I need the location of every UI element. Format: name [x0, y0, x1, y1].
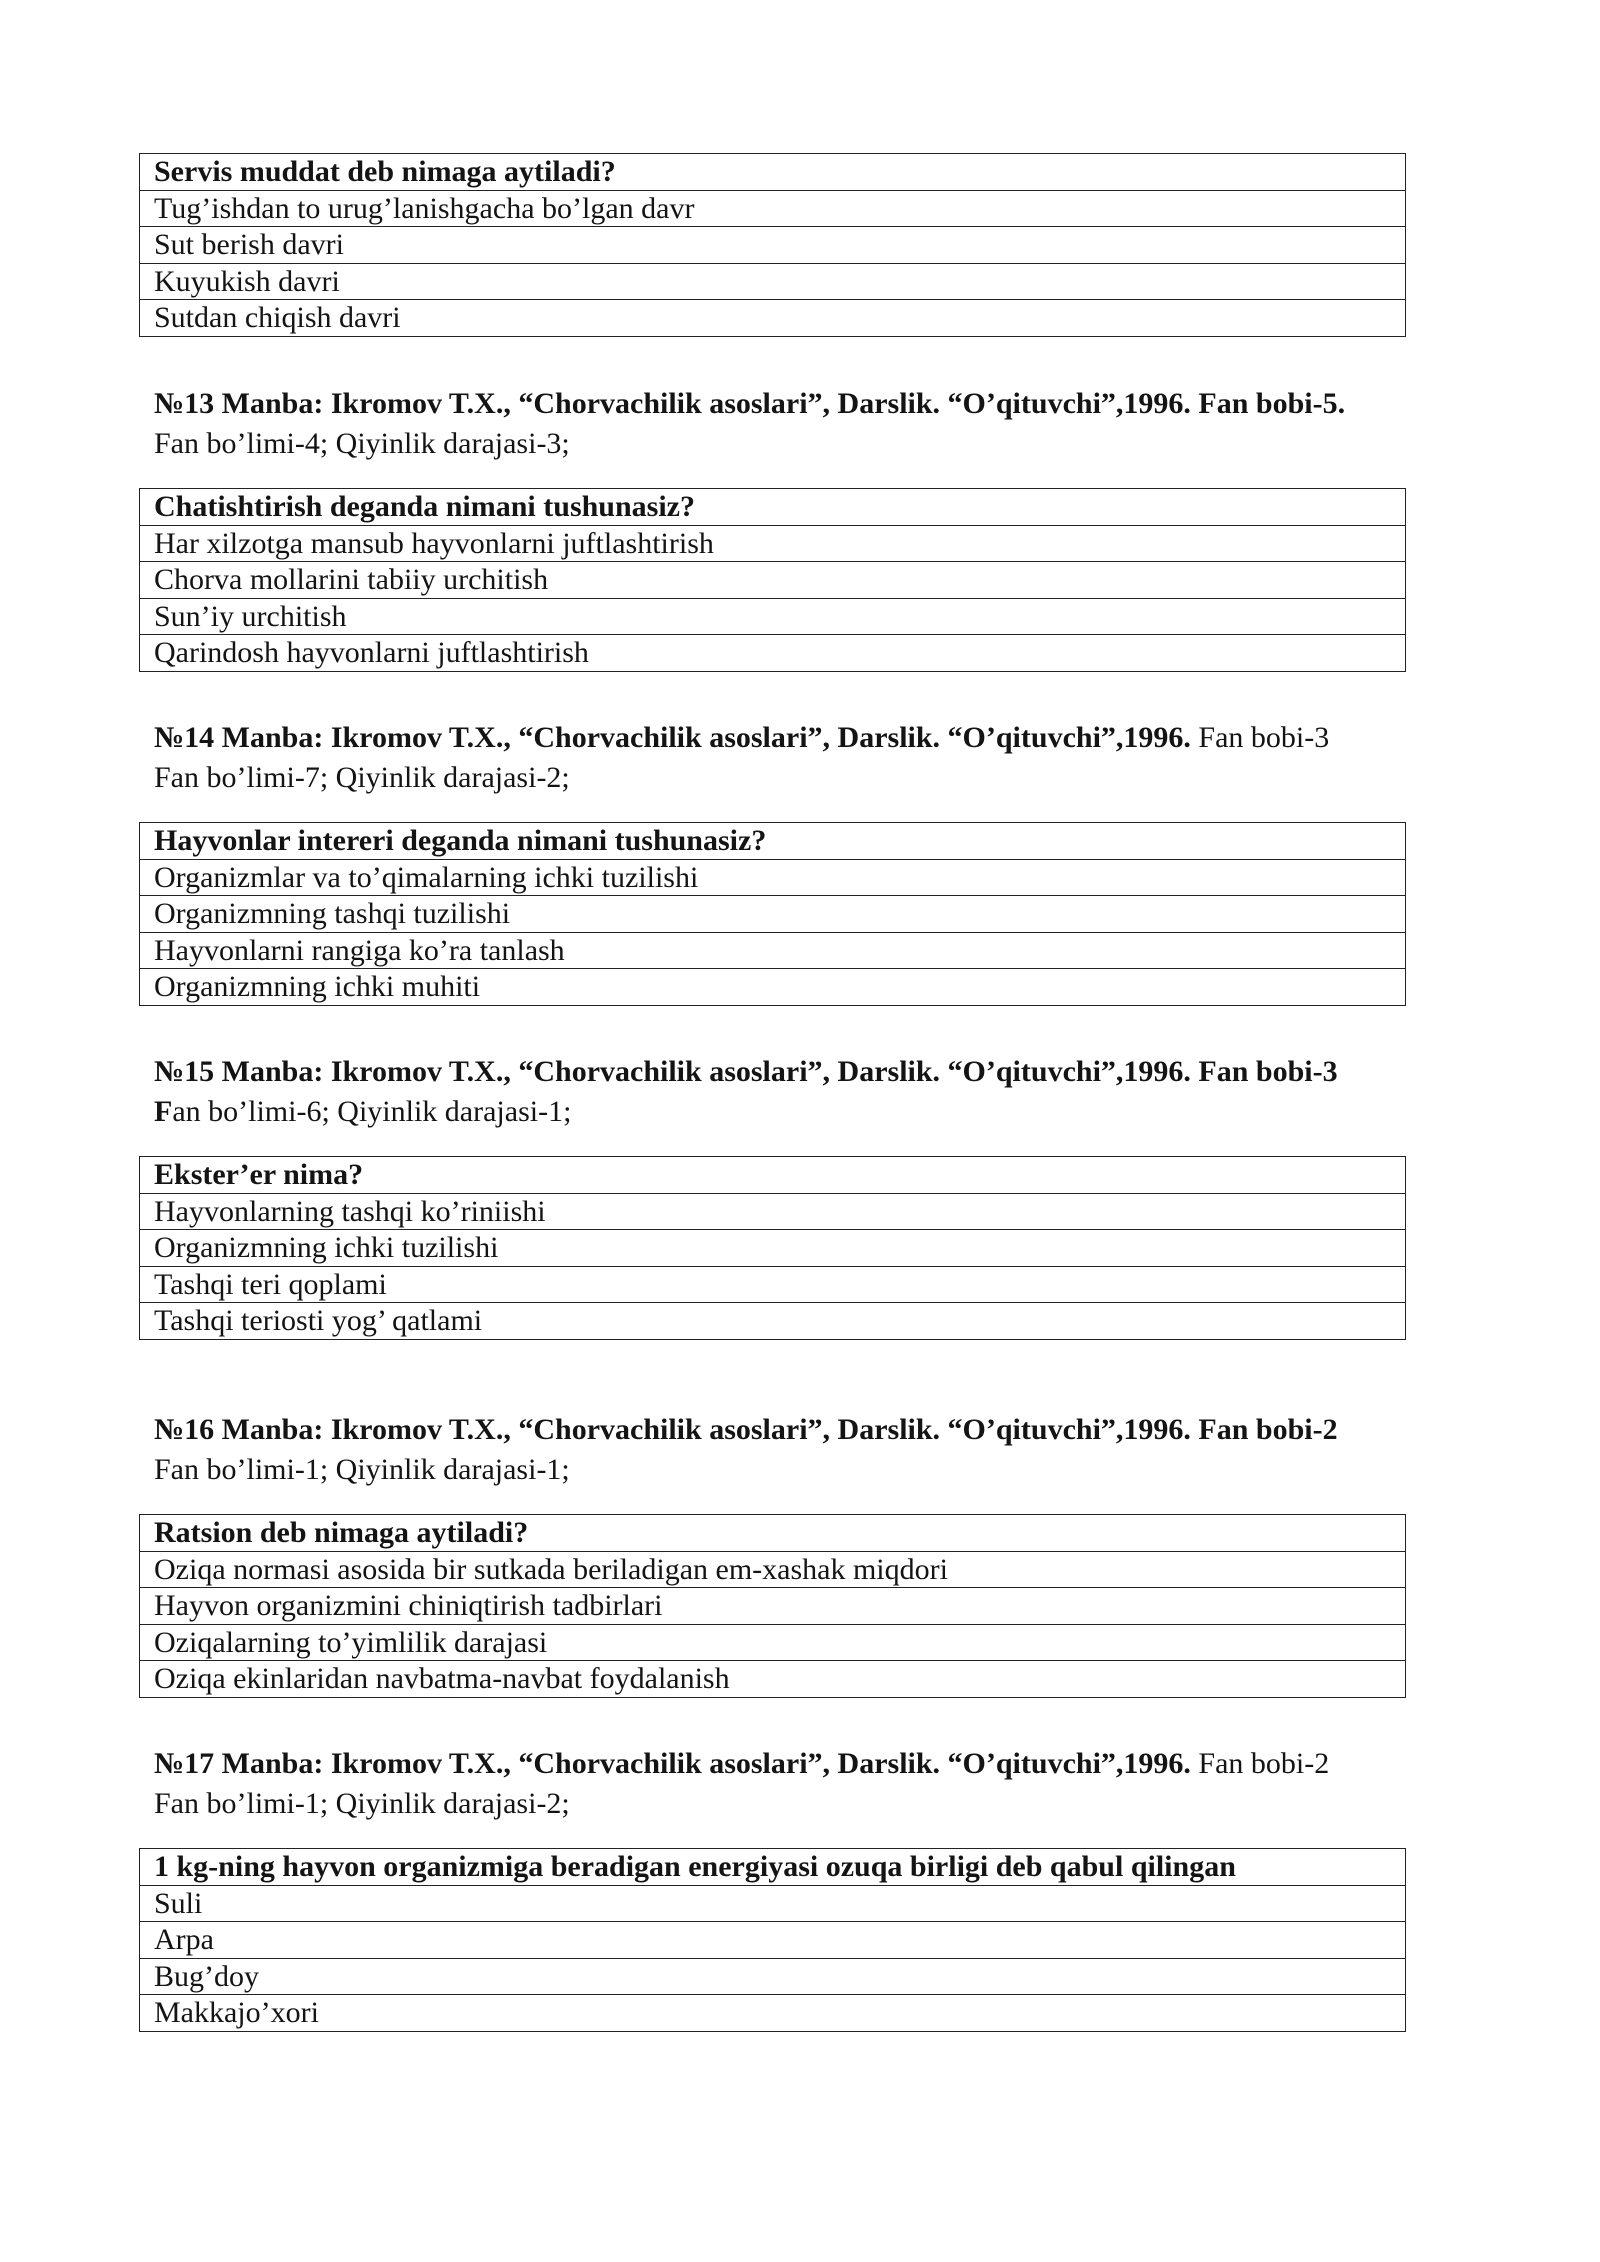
- source-header: [154, 1052, 1554, 1132]
- source-line-1: [154, 384, 1554, 424]
- question-table: [139, 1848, 1406, 2032]
- answer-option: Har xilzotga mansub hayvonlarni juftlashtirish: [140, 525, 1406, 562]
- source-bold-text: №17 Manba: Ikromov T.X., “Chorvachilik asoslari”, Darslik. “O’qituvchi”,1996.: [154, 1747, 1191, 1780]
- source-line-2-text: Fan bo’limi-1; Qiyinlik darajasi-1;: [154, 1453, 570, 1486]
- answer-option: Hayvonlarni rangiga ko’ra tanlash: [140, 932, 1406, 969]
- answer-option: Oziqa ekinlaridan navbatma-navbat foydalanish: [140, 1661, 1406, 1698]
- question-text: Ratsion deb nimaga aytiladi?: [140, 1515, 1406, 1552]
- answer-option: Chorva mollarini tabiiy urchitish: [140, 562, 1406, 599]
- question-text: Servis muddat deb nimaga aytiladi?: [140, 154, 1406, 191]
- answer-option: Tashqi teri qoplami: [140, 1266, 1406, 1303]
- answer-option: Hayvon organizmini chiniqtirish tadbirlari: [140, 1588, 1406, 1625]
- question-table: [139, 1156, 1406, 1340]
- question-table: [139, 153, 1406, 337]
- answer-option: Oziqa normasi asosida bir sutkada beriladigan em-xashak miqdori: [140, 1551, 1406, 1588]
- question-table: [139, 822, 1406, 1006]
- answer-option: Kuyukish davri: [140, 263, 1406, 300]
- question-table: [139, 488, 1406, 672]
- source-line-2: [154, 1784, 1554, 1824]
- source-line-1: [154, 1744, 1554, 1784]
- source-header: [154, 1744, 1554, 1824]
- source-plain-text: Fan bobi-3: [1190, 721, 1330, 754]
- source-plain-text: Fan bobi-2: [1190, 1747, 1330, 1780]
- source-line-2: [154, 1092, 1554, 1132]
- answer-option: Organizmlar va to’qimalarning ichki tuzilishi: [140, 859, 1406, 896]
- source-line-2-bold: F: [154, 1095, 173, 1128]
- answer-option: Sun’iy urchitish: [140, 598, 1406, 635]
- answer-option: Sutdan chiqish davri: [140, 300, 1406, 337]
- answer-option: Bug’doy: [140, 1958, 1406, 1995]
- answer-option: Qarindosh hayvonlarni juftlashtirish: [140, 635, 1406, 672]
- source-line-1: [154, 718, 1554, 758]
- source-bold-text: №16 Manba: Ikromov T.X., “Chorvachilik asoslari”, Darslik. “O’qituvchi”,1996. Fan bobi-2: [154, 1413, 1338, 1446]
- source-line-2-text: Fan bo’limi-1; Qiyinlik darajasi-2;: [154, 1787, 570, 1820]
- question-text: 1 kg-ning hayvon organizmiga beradigan energiyasi ozuqa birligi deb qabul qilingan: [140, 1849, 1406, 1886]
- source-line-1: [154, 1052, 1554, 1092]
- answer-option: Oziqalarning to’yimlilik darajasi: [140, 1624, 1406, 1661]
- question-text: Ekster’er nima?: [140, 1157, 1406, 1194]
- source-line-2: [154, 758, 1554, 798]
- source-bold-text: №13 Manba: Ikromov T.X., “Chorvachilik asoslari”, Darslik. “O’qituvchi”,1996. Fan bobi-5.: [154, 387, 1346, 420]
- answer-option: Hayvonlarning tashqi ko’riniishi: [140, 1193, 1406, 1230]
- answer-option: Suli: [140, 1885, 1406, 1922]
- question-table: [139, 1514, 1406, 1698]
- answer-option: Arpa: [140, 1922, 1406, 1959]
- source-line-1: [154, 1410, 1554, 1450]
- source-line-2-text: Fan bo’limi-4; Qiyinlik darajasi-3;: [154, 427, 570, 460]
- source-bold-text: №14 Manba: Ikromov T.X., “Chorvachilik asoslari”, Darslik. “O’qituvchi”,1996.: [154, 721, 1191, 754]
- answer-option: Tashqi teriosti yog’ qatlami: [140, 1303, 1406, 1340]
- answer-option: Organizmning tashqi tuzilishi: [140, 896, 1406, 933]
- source-line-2: [154, 1450, 1554, 1490]
- source-header: [154, 384, 1554, 464]
- answer-option: Sut berish davri: [140, 227, 1406, 264]
- source-line-2: [154, 424, 1554, 464]
- answer-option: Organizmning ichki muhiti: [140, 969, 1406, 1006]
- source-line-2-text: an bo’limi-6; Qiyinlik darajasi-1;: [172, 1095, 572, 1128]
- source-header: [154, 1410, 1554, 1490]
- question-text: Chatishtirish deganda nimani tushunasiz?: [140, 489, 1406, 526]
- source-bold-text: №15 Manba: Ikromov T.X., “Chorvachilik asoslari”, Darslik. “O’qituvchi”,1996. Fan bobi-3: [154, 1055, 1338, 1088]
- source-line-2-text: Fan bo’limi-7; Qiyinlik darajasi-2;: [154, 761, 570, 794]
- answer-option: Tug’ishdan to urug’lanishgacha bo’lgan davr: [140, 190, 1406, 227]
- source-header: [154, 718, 1554, 798]
- answer-option: Makkajo’xori: [140, 1995, 1406, 2032]
- answer-option: Organizmning ichki tuzilishi: [140, 1230, 1406, 1267]
- question-text: Hayvonlar intereri deganda nimani tushunasiz?: [140, 823, 1406, 860]
